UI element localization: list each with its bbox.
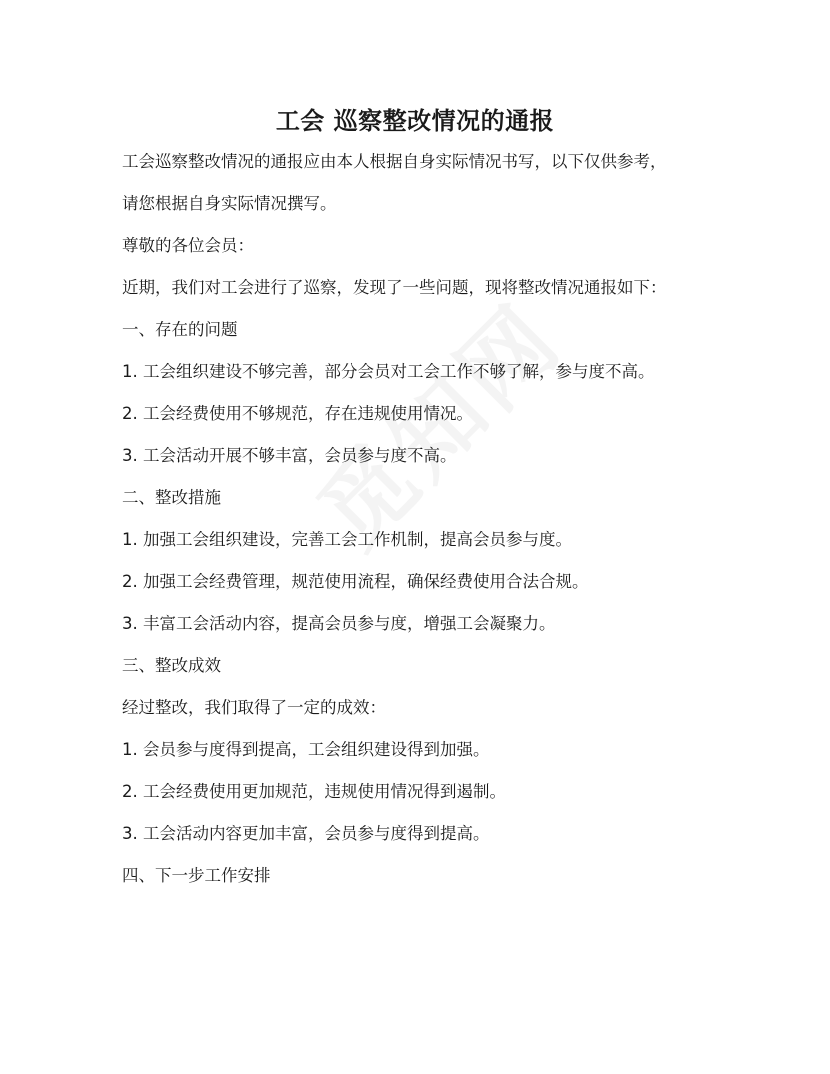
intro-line-1: 工会巡察整改情况的通报应由本人根据自身实际情况书写，以下仅供参考， — [122, 152, 667, 171]
measure-item-2: 2. 加强工会经费管理，规范使用流程，确保经费使用合法合规。 — [122, 572, 589, 591]
intro-line-2: 请您根据自身实际情况撰写。 — [122, 194, 337, 213]
section-heading-problems: 一、存在的问题 — [122, 320, 238, 339]
results-intro: 经过整改，我们取得了一定的成效： — [122, 698, 386, 717]
result-item-3: 3. 工会活动内容更加丰富，会员参与度得到提高。 — [122, 824, 490, 843]
section-heading-next-steps: 四、下一步工作安排 — [122, 866, 271, 885]
salutation: 尊敬的各位会员： — [122, 236, 254, 255]
opening-paragraph: 近期，我们对工会进行了巡察，发现了一些问题，现将整改情况通报如下： — [122, 278, 667, 297]
result-item-2: 2. 工会经费使用更加规范，违规使用情况得到遏制。 — [122, 782, 506, 801]
document-body — [122, 148, 722, 904]
section-heading-measures: 二、整改措施 — [122, 488, 221, 507]
result-item-1: 1. 会员参与度得到提高，工会组织建设得到加强。 — [122, 740, 490, 759]
measure-item-1: 1. 加强工会组织建设，完善工会工作机制，提高会员参与度。 — [122, 530, 572, 549]
document-title: 工会 巡察整改情况的通报 — [275, 107, 555, 135]
problem-item-2: 2. 工会经费使用不够规范，存在违规使用情况。 — [122, 404, 473, 423]
problem-item-3: 3. 工会活动开展不够丰富，会员参与度不高。 — [122, 446, 457, 465]
measure-item-3: 3. 丰富工会活动内容，提高会员参与度，增强工会凝聚力。 — [122, 614, 556, 633]
section-heading-results: 三、整改成效 — [122, 656, 221, 675]
problem-item-1: 1. 工会组织建设不够完善，部分会员对工会工作不够了解，参与度不高。 — [122, 362, 655, 381]
